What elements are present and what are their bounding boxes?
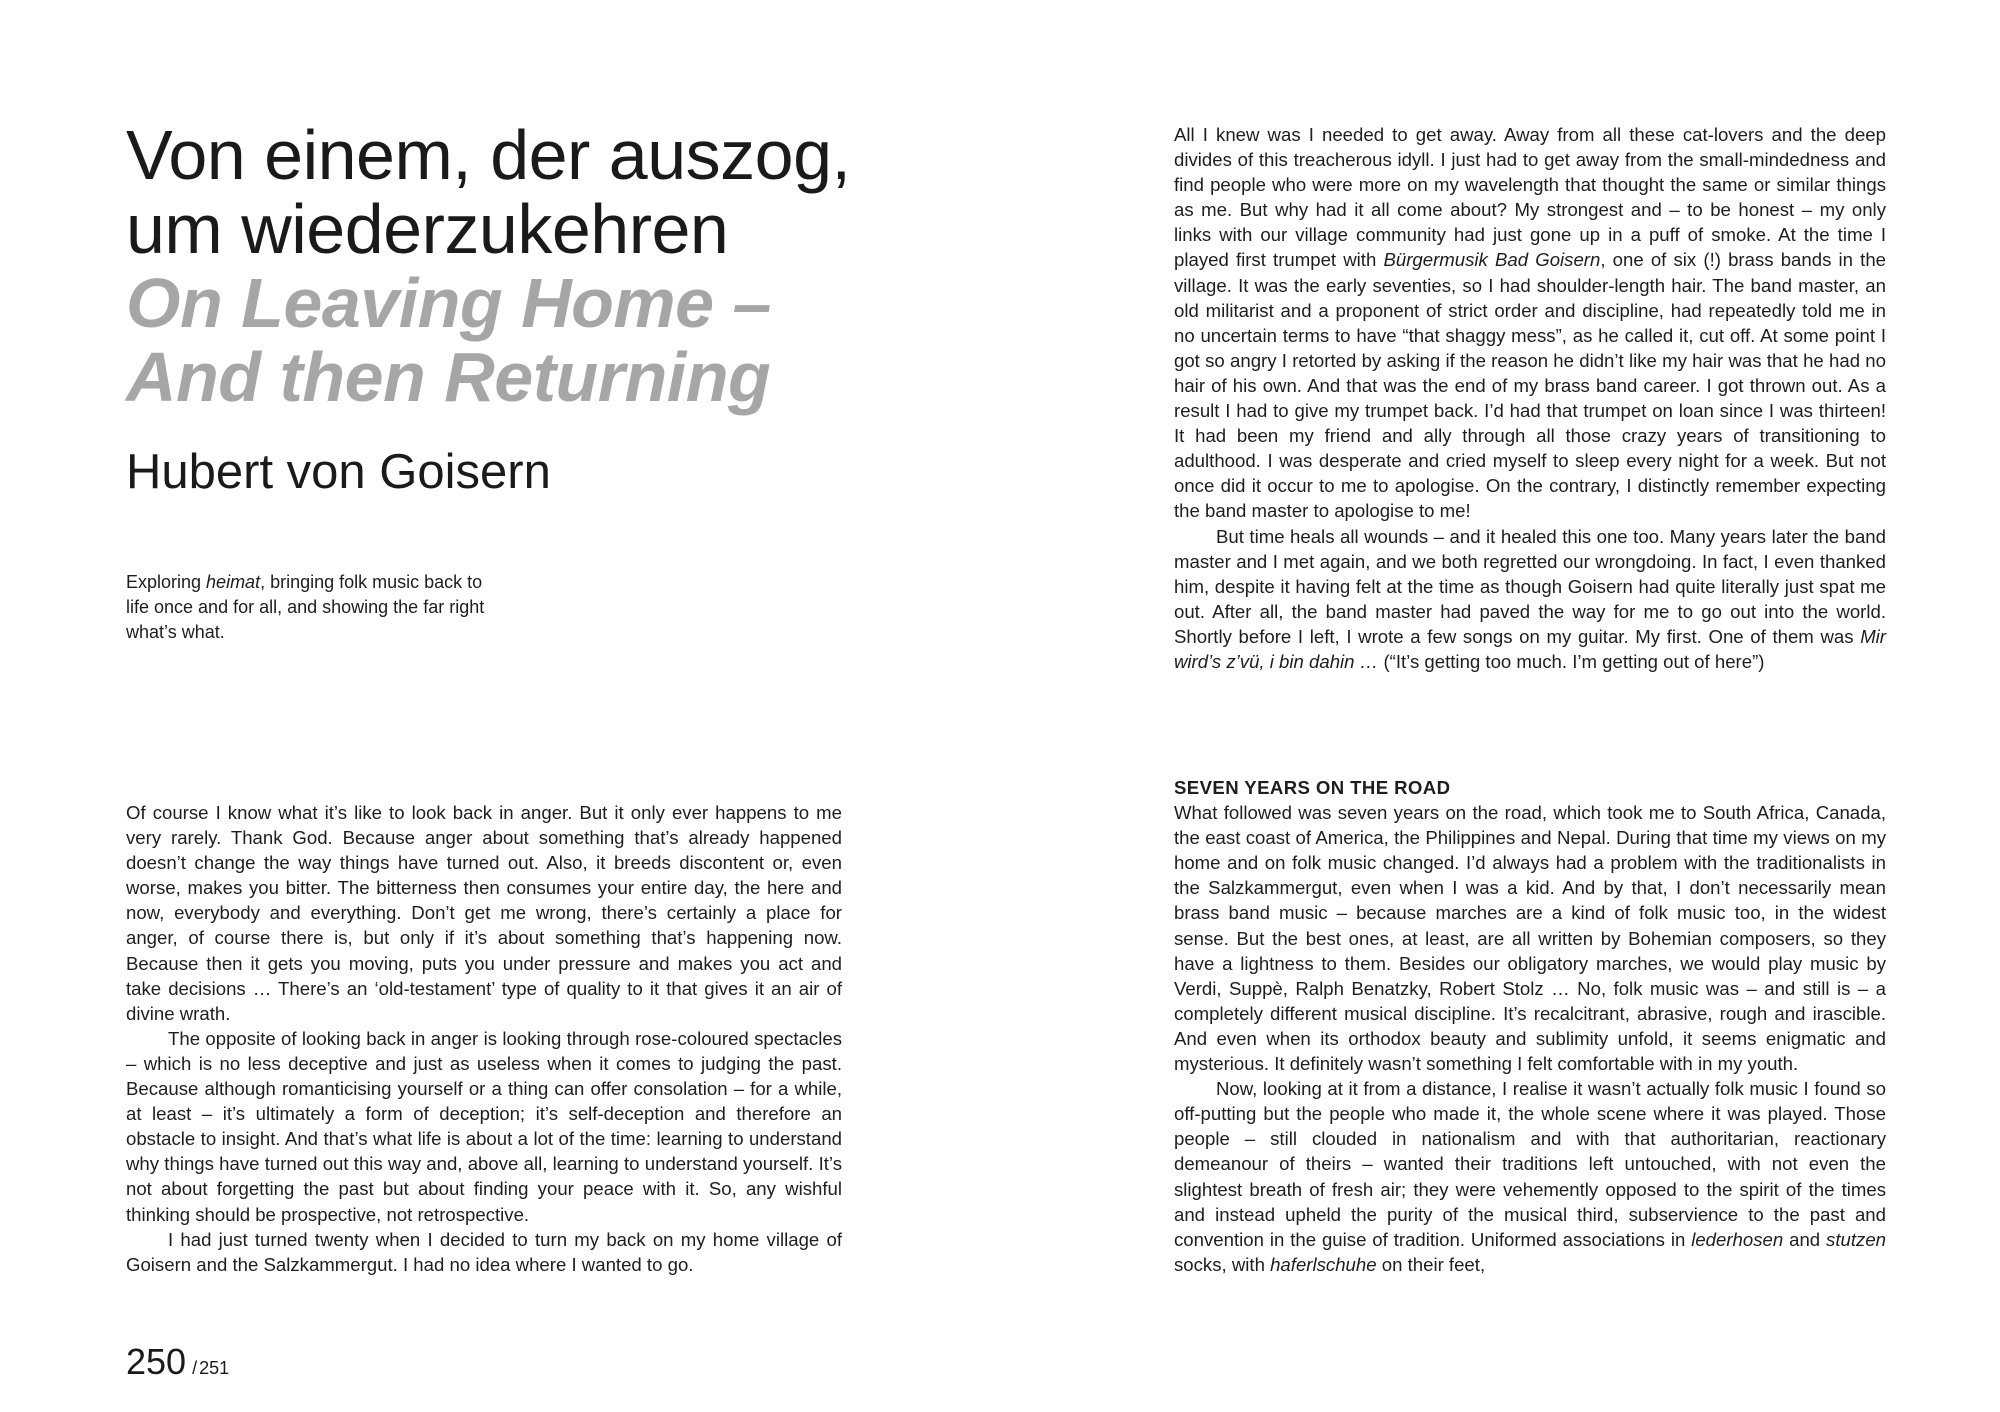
left-body-column — [126, 800, 842, 1277]
text-run: on their feet, — [1376, 1253, 1486, 1275]
paragraph: I had just turned twenty when I decided to turn my back on my home village of Goisern and the Salzkammergut. I had no idea where I wanted to go. — [126, 1228, 842, 1275]
title-german — [126, 118, 926, 266]
title-german-line-2: um wiederzukehren — [126, 190, 729, 268]
song-title-emphasis: Mir wird’s z’vü, i bin dahin … — [1174, 625, 1886, 672]
page-number — [126, 1342, 229, 1382]
paragraph — [1174, 524, 1886, 675]
page-number-next: 251 — [199, 1358, 230, 1378]
text-run: Now, looking at it from a distance, I realise it wasn’t actually folk music I found so off-putting but the people who made it, the whole scene where it was played. Those people – still clouded in nationalism and with that authoritarian, reactionary demeanour of theirs – wanted their traditions left untouched, with not even the slightest breath of fresh air; they were vehemently opposed to the spirit of the times and instead upheld the purity of the musical third, subservience to the past and convention in the guise of tradition. Uniformed associations in — [1174, 1078, 1886, 1250]
title-english — [126, 266, 926, 414]
author-name: Hubert von Goisern — [126, 445, 551, 499]
right-body-column-top — [1174, 122, 1886, 674]
text-run: (“It’s getting too much. I’m getting out of here”) — [1378, 650, 1765, 672]
text-run: But time heals all wounds – and it healed this one too. Many years later the band master and I met again, and we both regretted our wrongdoing. In fact, I even thanked him, despite it having felt at the time as though Goisern had quite literally just spat me out. After all, the band master had paved the way for me to go out into the world. Shortly before I left, I wrote a few songs on my guitar. My first. One of them was — [1174, 525, 1886, 647]
lede — [126, 570, 486, 645]
text-run: , one of six (!) brass bands in the village. It was the early seventies, so I had shoulder-length hair. The band master, an old militarist and a proponent of strict order and discipline, had repeatedly told me in no uncertain terms to have “that shaggy mess”, as he called it, cut off. At some point I got so angry I retorted by asking if the reason he didn’t like my hair was that he had no hair of his own. And that was the end of my brass band career. I got thrown out. As a result I had to give my trumpet back. I’d had that trumpet on loan since I was thirteen! It had been my friend and ally through all those crazy years of transitioning to adulthood. I was desperate and cried myself to sleep every night for a week. But not once did it occur to me to apologise. On the contrary, I distinctly remember expecting the band master to apologise to me! — [1174, 249, 1887, 522]
section-heading: SEVEN YEARS ON THE ROAD — [1174, 777, 1451, 798]
right-body-column-bottom — [1174, 775, 1886, 1277]
title-english-line-2: And then Returning — [126, 338, 771, 416]
term-emphasis: lederhosen — [1691, 1228, 1784, 1250]
paragraph: What followed was seven years on the road, which took me to South Africa, Canada, the east coast of America, the Philippines and Nepal. During that time my views on my home and on folk music changed. I’d always had a problem with the traditionalists in the Salzkammergut, even when I was a kid. And by that, I don’t necessarily mean brass band music – because marches are a kind of folk music too, in the widest sense. But the best ones, at least, are all written by Bohemian composers, so they have a lightness to them. Besides our obligatory marches, we would play music by Verdi, Suppè, Ralph Benatzky, Robert Stolz … No, folk music was – and still is – a completely different musical discipline. It’s recalcitrant, abrasive, rough and irascible. And even when its orthodox beauty and sublimity unfold, it seems enigmatic and mysterious. It definitely wasn’t something I felt comfortable with in my youth. — [1174, 802, 1886, 1075]
band-name-emphasis: Bürgermusik Bad Goisern — [1383, 249, 1601, 271]
page-number-separator: / — [192, 1358, 198, 1378]
lede-text-pre: Exploring — [126, 572, 207, 592]
term-emphasis: stutzen — [1826, 1228, 1886, 1250]
paragraph: The opposite of looking back in anger is looking through rose-coloured spectacles – which is no less deceptive and just as useless when it comes to judging the past. Because although romanticising yourself or a thing can offer consolation – for a while, at least – it’s ultimately a form of deception; it’s self-deception and therefore an obstacle to insight. And that’s what life is about a lot of the time: learning to understand why things have turned out this way and, above all, learning to understand yourself. It’s not about forgetting the past but about finding your peace with it. So, any wishful thinking should be prospective, not retrospective. — [126, 1027, 842, 1225]
page-number-current: 250 — [126, 1341, 187, 1382]
title-german-line-1: Von einem, der auszog, — [126, 116, 851, 194]
text-run: and — [1783, 1228, 1827, 1250]
paragraph — [1174, 1076, 1886, 1277]
right-page — [1000, 0, 2000, 1412]
paragraph: Of course I know what it’s like to look back in anger. But it only ever happens to me very rarely. Thank God. Because anger about something that’s already happened doesn’t change the way things have turned out. Also, it breeds discontent or, even worse, makes you bitter. The bitterness then consumes your entire day, the here and now, everybody and everything. Don’t get me wrong, there’s certainly a place for anger, of course there is, but only if it’s about something that’s happening now. Because then it gets you moving, puts you under pressure and makes you act and take decisions … There’s an ‘old-testament’ type of quality to it that gives it an air of divine wrath. — [126, 802, 842, 1024]
lede-text-post: , bringing folk music back to life once and for all, and showing the far right what’s what. — [126, 572, 485, 642]
paragraph — [1174, 122, 1886, 524]
text-run: All I knew was I needed to get away. Away from all these cat-lovers and the deep divides of this treacherous idyll. I just had to get away from the small-mindedness and find people who were more on my wavelength that thought the same or similar things as me. But why had it all come about? My strongest and – to be honest – my only links with our village community had just gone up in a puff of smoke. At the time I played first trumpet with — [1174, 124, 1886, 271]
lede-emphasis: heimat — [206, 572, 261, 592]
title-english-line-1: On Leaving Home – — [126, 264, 771, 342]
text-run: socks, with — [1174, 1253, 1271, 1275]
term-emphasis: haferlschuhe — [1270, 1253, 1377, 1275]
